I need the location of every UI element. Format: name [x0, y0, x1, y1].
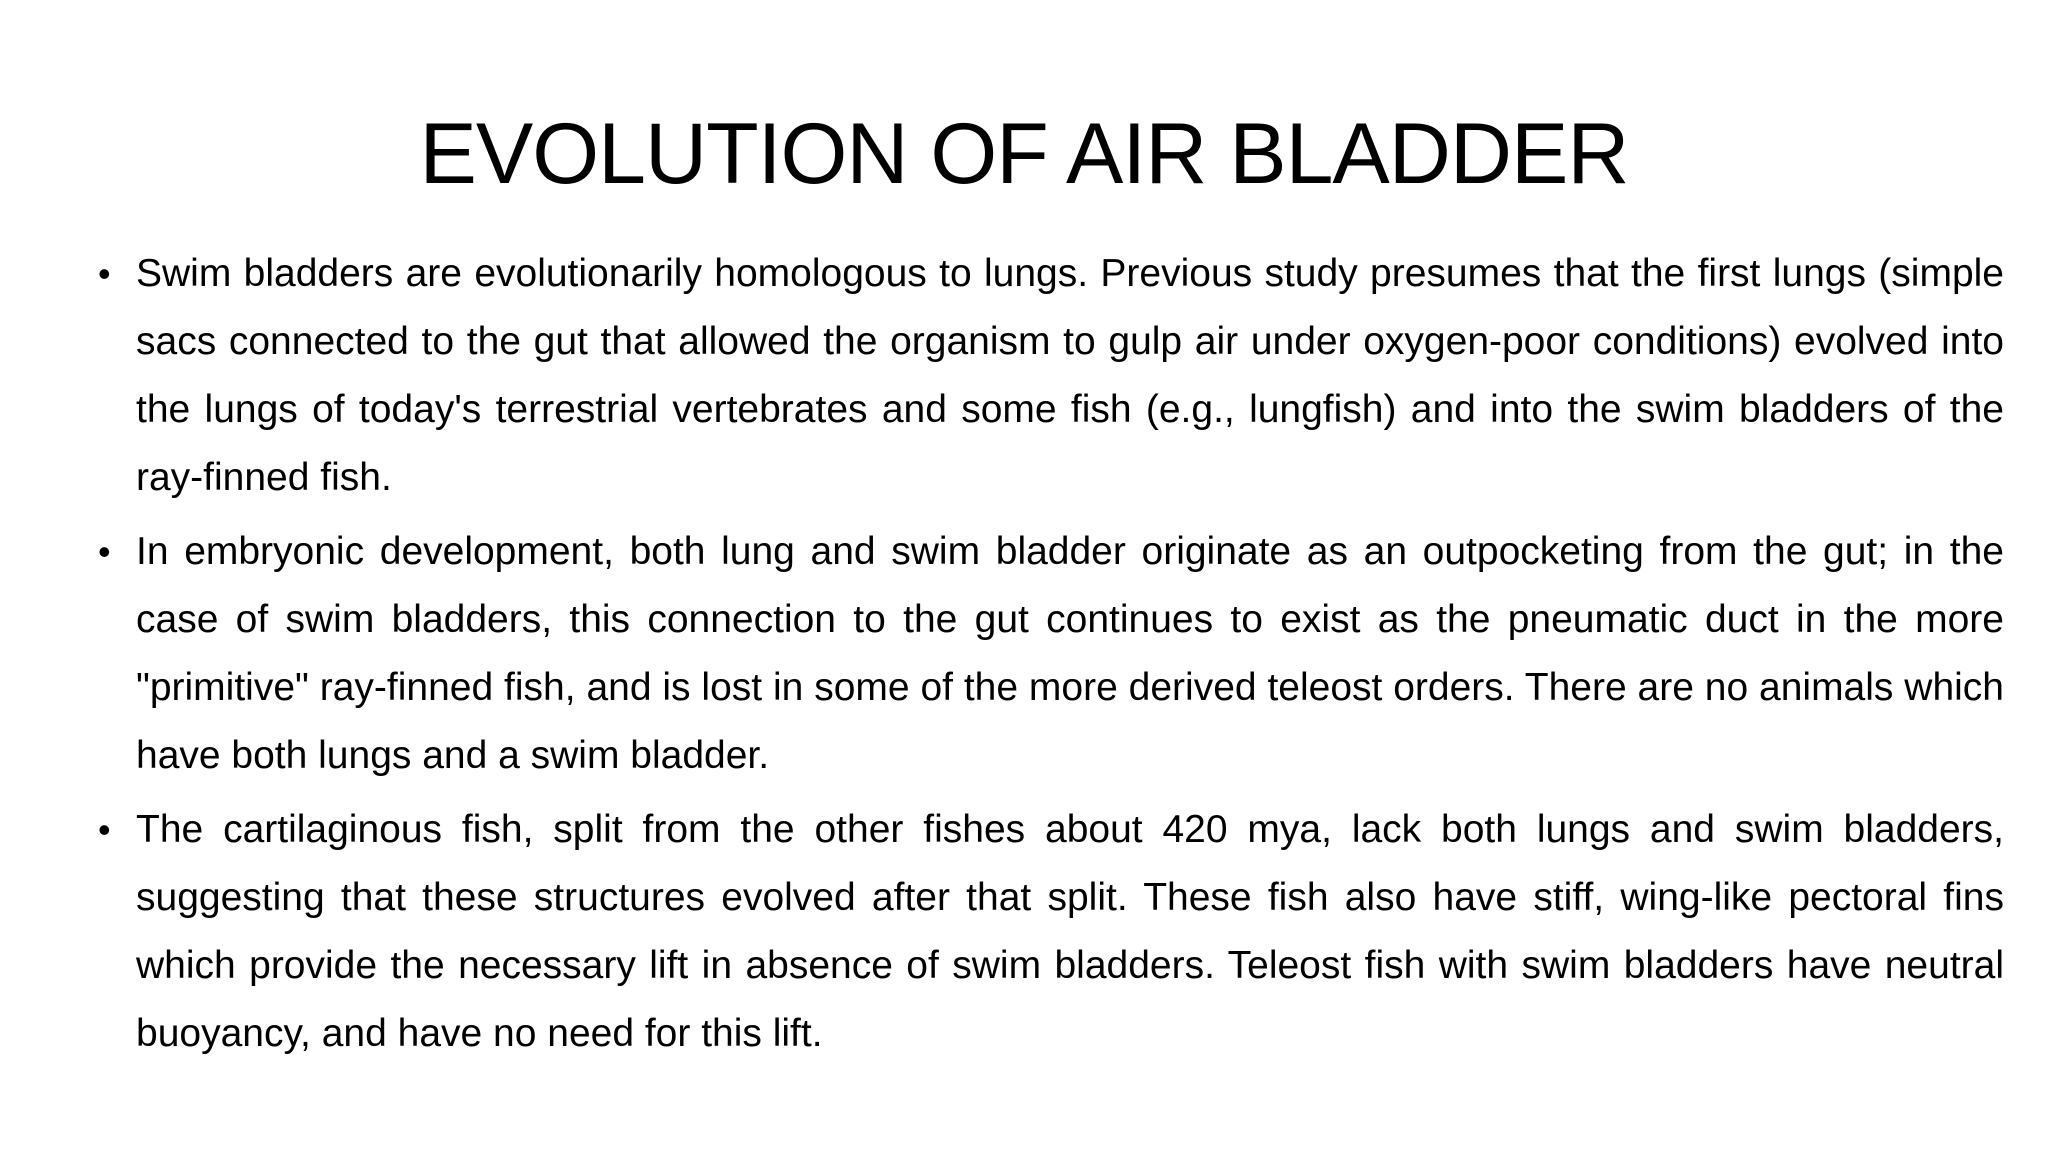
- bullet-marker: •: [98, 531, 111, 572]
- bullet-text: In embryonic development, both lung and swim bladder originate as an outpocketing from the gut; in the case of swim bladders, this connection to the gut continues to exist as the pneumatic duct in the more "primitive" ray-finned fish, and is lost in some of the more derived teleost orders. There are no animals which have both lungs and a swim bladder.: [136, 530, 2004, 777]
- bullet-text: The cartilaginous fish, split from the other fishes about 420 mya, lack both lungs and swim bladders, suggesting that these structures evolved after that split. These fish also have stiff, wing-like pectoral fins which provide the necessary lift in absence of swim bladders. Teleost fish with swim bladders have neutral buoyancy, and have no need for this lift.: [136, 808, 2004, 1055]
- bullet-item: [98, 240, 2004, 512]
- slide-title: EVOLUTION OF AIR BLADDER: [419, 106, 1629, 202]
- bullet-marker: •: [98, 809, 111, 850]
- bullet-text: Swim bladders are evolutionarily homologous to lungs. Previous study presumes that the first lungs (simple sacs connected to the gut that allowed the organism to gulp air under oxygen-poor conditions) evolved into the lungs of today's terrestrial vertebrates and some fish (e.g., lungfish) and into the swim bladders of the ray-finned fish.: [136, 252, 2004, 499]
- bullet-item: [98, 796, 2004, 1068]
- bullet-list: [98, 240, 2004, 1074]
- bullet-marker: •: [98, 253, 111, 294]
- bullet-item: [98, 518, 2004, 790]
